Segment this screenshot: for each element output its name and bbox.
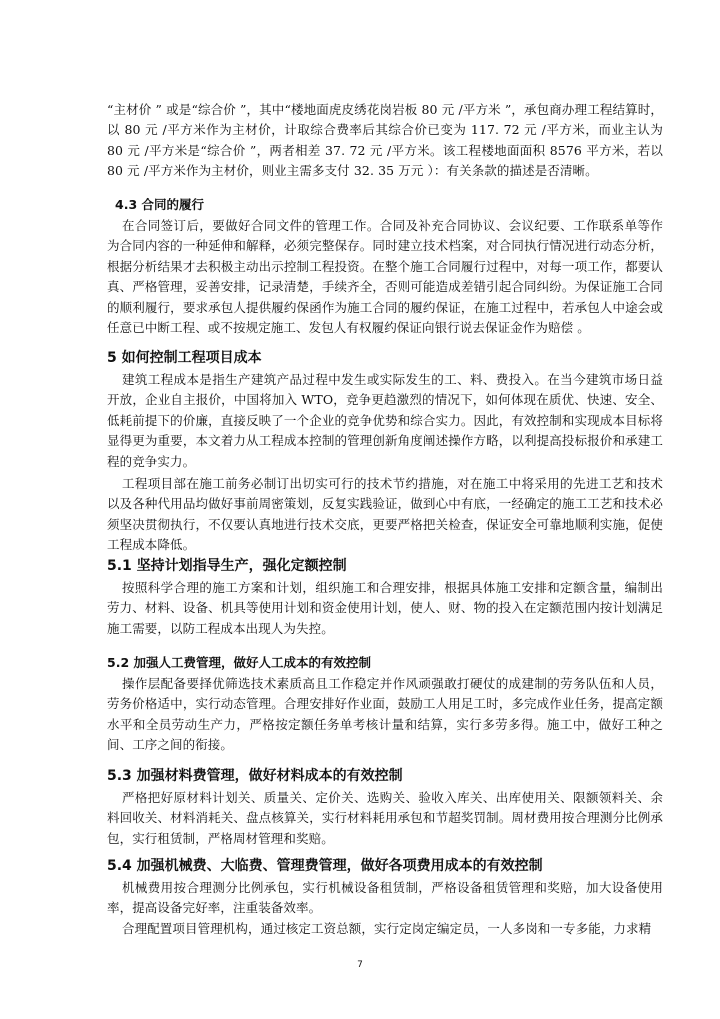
paragraph-4-3: 在合同签订后，要做好合同文件的管理工作。合同及补充合同协议、会议纪要、工作联系单等作为合同内容的一种延伸和解释，必须完整保存。同时建立技术档案，对合同执行情况进行动态分析，根据分析结果才去积极主动出示控制工程投资。在整个施工合同履行过程中，对每一项工作，都要认真、严格管理，妥善安排，记录清楚，手续齐全，否则可能造成差错引起合同纠纷。为保证施工合同的顺利履行，要求承包人提供履约保函作为施工合同的履约保证，在施工过程中，若承包人中途会或任意已中断工程、或不按规定施工、发包人有权履约保证向银行说去保证金作为赔偿 。 <box>107 218 663 336</box>
paragraph-5-4-b: 合理配置项目管理机构，通过核定工资总额，实行定岗定编定员，一人多岗和一专多能，力求精 <box>122 920 652 936</box>
heading-5-1: 5.1 坚持计划指导生产，强化定额控制 <box>107 558 347 574</box>
paragraph-5-b: 工程项目部在施工前务必制订出切实可行的技术节约措施，对在施工中将采用的先进工艺和技术以及各种代用品均做好事前周密策划，反复实践验证，做到心中有底，一经确定的施工工艺和技术必须坚决贯彻执行，不仅要认真地进行技术交底，更要严格把关检查，保证安全可靠地顺利实施，促使工程成本降低。 <box>107 476 663 553</box>
heading-5-2: 5.2 加强人工费管理，做好人工成本的有效控制 <box>107 655 371 670</box>
section-5-3 <box>107 766 663 849</box>
paragraph-5-3: 严格把好原材料计划关、质量关、定价关、选购关、验收入库关、出库使用关、限额领料关、余料回收关、材料消耗关、盘点核算关，实行材料耗用承包和节超奖罚制。周材费用按合理测分比例承包，实行租赁制，严格周材管理和奖赔。 <box>107 790 663 846</box>
section-5-4 <box>107 856 663 939</box>
section-5 <box>107 348 663 556</box>
paragraph-5-2: 操作层配备要择优筛选技术素质高且工作稳定并作风顽强敢打硬仗的成建制的劳务队伍和人员，劳务价格适中，实行动态管理。合理安排好作业面，鼓励工人用足工时，多完成作业任务，提高定额水平和全员劳动生产力，严格按定额任务单考核计量和结算，实行多劳多得。施工中，做好工种之间、工序之间的衔接。 <box>107 676 663 753</box>
section-5-1 <box>107 556 663 639</box>
paragraph-5-a: 建筑工程成本是指生产建筑产品过程中发生或实际发生的工、料、费投入。在当今建筑市场日益开放，企业自主报价，中国将加入 WTO，竞争更趋激烈的情况下，如何体现在质优、快速、安全、低耗前提下的价廉，直接反映了一个企业的竞争优势和综合实力。因此，有效控制和实现成本目标将显得更为重要，本文着力从工程成本控制的管理创新角度阐述操作方略，以利提高投标报价和承建工程的竞争实力。 <box>107 372 663 469</box>
heading-5-3: 5.3 加强材料费管理，做好材料成本的有效控制 <box>107 768 403 784</box>
intro-paragraph: “主材价 ” 或是“综合价 ”，其中“楼地面虎皮绣花岗岩板 80 元 /平方米 ”，承包商办理工程结算时，以 80 元 /平方米作为主材价，计取综合费率后其综合价已变为 117. 72 元 /平方米，而业主认为 80 元 /平方米是“综合价 ”，两者相差 37. 72 元 /平方米。该工程楼地面面积 8576 平方米，若以 80 元 /平方米作为主材价，则业主需多支付 32. 35 万元 ）：有关条款的描述是否清晰。 <box>107 102 663 179</box>
heading-5: 5 如何控制工程项目成本 <box>107 350 262 366</box>
paragraph-5-1: 按照科学合理的施工方案和计划，组织施工和合理安排，根据具体施工安排和定额含量，编制出劳力、材料、设备、机具等使用计划和资金使用计划，使人、财、物的投入在定额范围内按计划满足施工需要，以防工程成本出现人为失控。 <box>107 580 663 636</box>
page-number: 7 <box>357 960 363 970</box>
section-4-3 <box>107 196 663 338</box>
paragraph-5-4-a: 机械费用按合理测分比例承包，实行机械设备租赁制，严格设备租赁管理和奖赔，加大设备使用率，提高设备完好率，注重装备效率。 <box>107 880 663 916</box>
heading-5-4: 5.4 加强机械费、大临费、管理费管理，做好各项费用成本的有效控制 <box>107 858 543 874</box>
intro-section <box>107 100 663 182</box>
heading-4-3: 4.3 合同的履行 <box>115 197 204 212</box>
section-5-2 <box>107 654 663 756</box>
